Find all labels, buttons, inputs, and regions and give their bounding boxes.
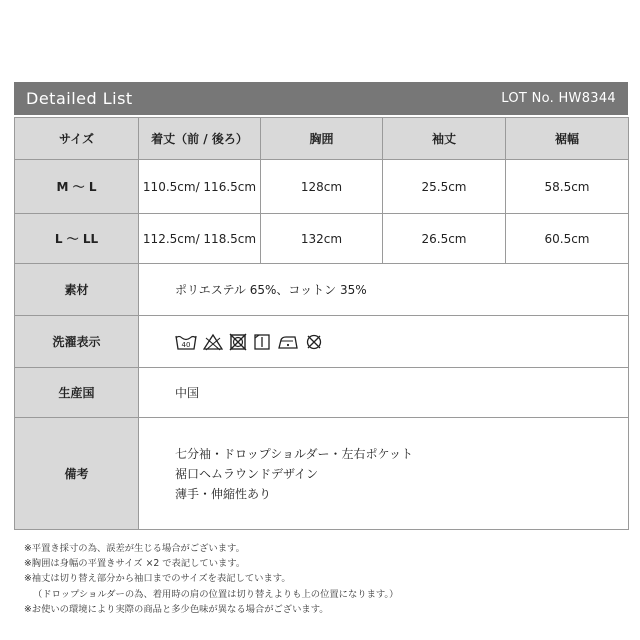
svg-text:40: 40	[181, 340, 191, 349]
footnote: ※胸囲は身幅の平置きサイズ ×2 で表記しています。	[24, 558, 246, 570]
origin-value: 中国	[139, 368, 629, 418]
remarks-line: 七分袖・ドロップショルダー・左右ポケット	[175, 446, 413, 461]
material-value: ポリエステル 65%、コットン 35%	[139, 264, 629, 316]
footnote: ※袖丈は切り替え部分から袖口までのサイズを表記しています。	[24, 573, 291, 585]
column-header-length: 着丈（前 / 後ろ）	[139, 118, 261, 160]
remarks-label: 備考	[15, 418, 139, 530]
remarks-line: 裾口ヘムラウンドデザイン	[175, 466, 319, 481]
care-label: 洗濯表示	[15, 316, 139, 368]
material-row	[15, 264, 629, 316]
remarks-row	[15, 418, 629, 530]
table-header-row	[15, 118, 629, 160]
footnote: （ドロップショルダーの為、着用時の肩の位置は切り替えよりも上の位置になります。）	[33, 588, 399, 600]
chest-value: 128cm	[261, 160, 383, 214]
size-label: L ～ LL	[15, 214, 139, 264]
no-tumble-dry-icon	[229, 333, 247, 351]
remarks-line: 薄手・伸縮性あり	[175, 486, 272, 501]
chest-value: 132cm	[261, 214, 383, 264]
no-dry-clean-icon	[305, 333, 323, 351]
column-header-sleeve: 袖丈	[383, 118, 506, 160]
wash-40-icon	[175, 333, 197, 351]
lot-number: LOT No. HW8344	[501, 91, 616, 106]
line-dry-icon	[253, 333, 271, 351]
footnotes	[24, 541, 398, 617]
care-row	[15, 316, 629, 368]
no-bleach-icon	[203, 333, 223, 351]
table-row	[15, 214, 629, 264]
origin-row	[15, 368, 629, 418]
column-header-chest: 胸囲	[261, 118, 383, 160]
low-iron-icon	[277, 333, 299, 351]
footnote: ※平置き採寸の為、誤差が生じる場合がございます。	[24, 543, 245, 554]
length-value: 110.5cm/ 116.5cm	[139, 160, 261, 214]
footnote: ※お使いの環境により実際の商品と多少色味が異なる場合がございます。	[24, 603, 329, 615]
size-label: M ～ L	[15, 160, 139, 214]
hem-value: 60.5cm	[506, 214, 629, 264]
size-spec-table	[14, 117, 629, 530]
detailed-list-header	[14, 82, 628, 115]
column-header-hem: 裾幅	[506, 118, 629, 160]
header-title: Detailed List	[26, 89, 133, 108]
origin-label: 生産国	[15, 368, 139, 418]
sleeve-value: 26.5cm	[383, 214, 506, 264]
sleeve-value: 25.5cm	[383, 160, 506, 214]
table-row	[15, 160, 629, 214]
hem-value: 58.5cm	[506, 160, 629, 214]
remarks-value	[139, 418, 629, 530]
care-icons	[139, 316, 629, 368]
column-header-size: サイズ	[15, 118, 139, 160]
length-value: 112.5cm/ 118.5cm	[139, 214, 261, 264]
material-label: 素材	[15, 264, 139, 316]
